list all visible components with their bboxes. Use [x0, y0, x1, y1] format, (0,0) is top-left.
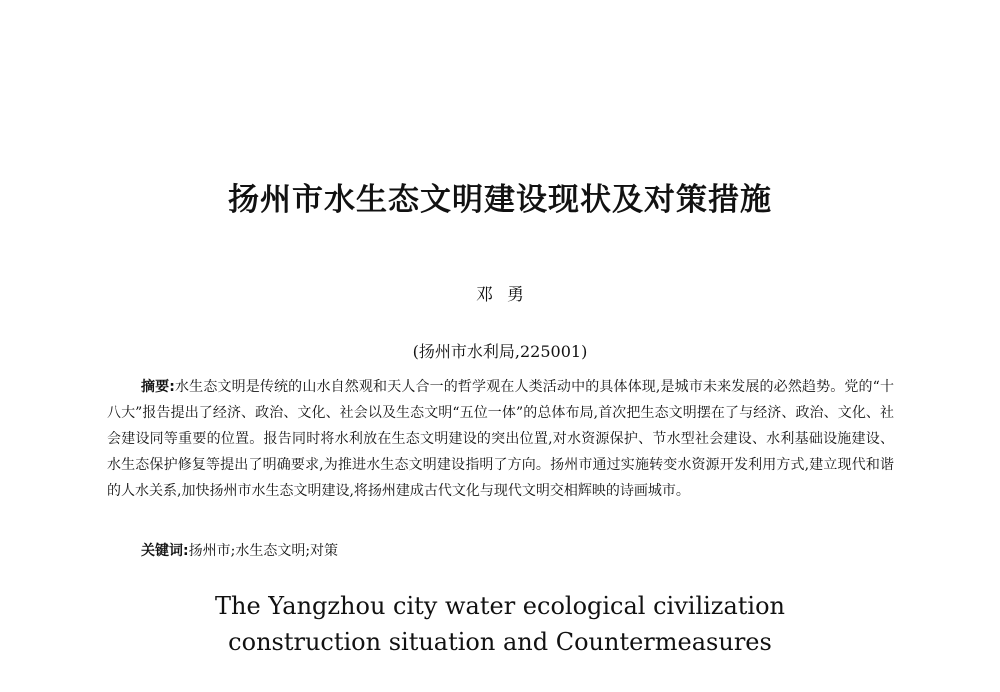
- paper-title: 扬州市水生态文明建设现状及对策措施: [228, 182, 772, 218]
- abstract-text: 水生态文明是传统的山水自然观和天人合一的哲学观在人类活动中的具体体现,是城市未来发展的必然趋势。党的“十八大”报告提出了经济、政治、文化、社会以及生态文明“五位一体”的总体布局,首次把生态文明摆在了与经济、政治、文化、社会建设同等重要的位置。报告同时将水利放在生态文明建设的突出位置,对水资源保护、节水型社会建设、水利基础设施建设、水生态保护修复等提出了明确要求,为推进水生态文明建设指明了方向。扬州市通过实施转变水资源开发利用方式,建立现代和谐的人水关系,加快扬州市水生态文明建设,将扬州建成古代文化与现代文明交相辉映的诗画城市。: [107, 379, 894, 499]
- english-title-line-2: construction situation and Countermeasures: [228, 628, 772, 656]
- keywords-text: 扬州市;水生态文明;对策: [188, 543, 339, 559]
- english-title: [0, 588, 1000, 660]
- author-name: 邓勇: [476, 285, 538, 305]
- abstract-label: 摘要:: [141, 379, 175, 395]
- author-affiliation: (扬州市水利局,225001): [412, 342, 588, 361]
- english-title-line-1: The Yangzhou city water ecological civilization: [215, 592, 785, 620]
- keywords: [141, 538, 901, 564]
- abstract: [107, 374, 894, 504]
- keywords-label: 关键词:: [141, 543, 189, 559]
